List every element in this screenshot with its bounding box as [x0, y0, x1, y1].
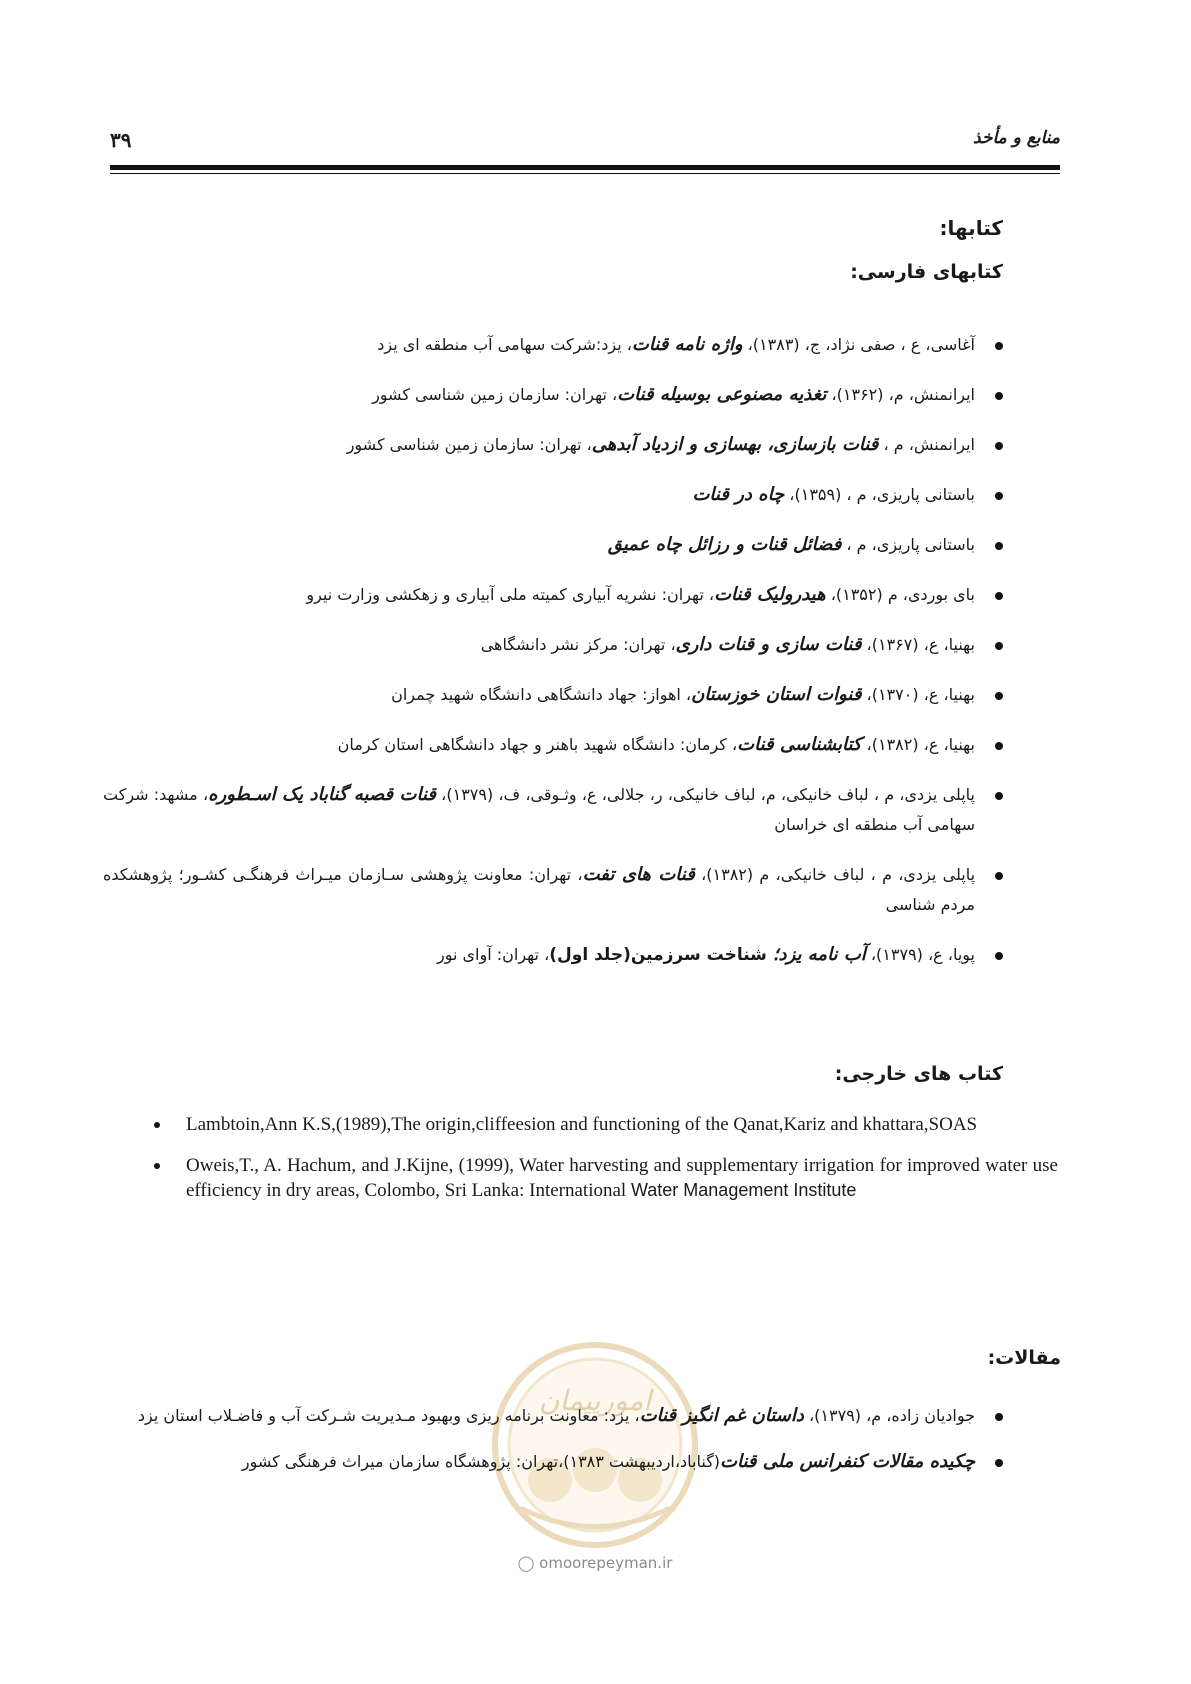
book-title: هیدرولیک قنات [714, 584, 826, 605]
book-title: قنات سازی و قنات داری [675, 634, 862, 655]
list-item: بای بوردی، م (۱۳۵۲)، هیدرولیک قنات، تهران: نشریه آبیاری کمیته ملی آبیاری و زهکشی وزارت نیرو [103, 580, 1003, 610]
list-item: بهنیا، ع، (۱۳۸۲)، کتابشناسی قنات، کرمان: دانشگاه شهید باهنر و جهاد دانشگاهی استان کرمان [103, 730, 1003, 760]
running-head [110, 128, 1060, 156]
book-title: فضائل قنات و رزائل چاه عمیق [607, 534, 842, 555]
watermark-site: ◯ omoorepeyman.ir [517, 1554, 673, 1572]
list-item: چکیده مقالات کنفرانس ملی قنات(گناباد،اردیبهشت ۱۳۸۳)،تهران: پژوهشگاه سازمان میراث فرهنگی کشور [103, 1446, 1003, 1478]
articles-heading: مقالات: [987, 1347, 1061, 1369]
list-item: باستانی پاریزی، م ، (۱۳۵۹)، چاه در قنات [103, 480, 1003, 510]
book-title: چاه در قنات [692, 484, 785, 505]
persian-books-heading: کتابهای فارسی: [850, 261, 1003, 283]
articles-heading-block [761, 1344, 1061, 1372]
foreign-books-heading-block [703, 1060, 1003, 1088]
articles-list [103, 1400, 1003, 1492]
foreign-books-heading: کتاب های خارجی: [834, 1063, 1003, 1085]
persian-books-heading-block [703, 258, 1003, 286]
book-title: قنات قصبه گناباد یک اسـطوره [208, 784, 436, 805]
book-subtitle: شناخت سرزمین(جلد اول) [549, 945, 773, 965]
persian-books-list [103, 330, 1003, 990]
list-item: پاپلی یزدی، م ، لباف خانیکی، م (۱۳۸۲)، قنات های تفت، تهران: معاونت پژوهشی سـازمان میـراث فرهنگـی کشـور؛ پژوهشکده مردم شناسی [103, 860, 1003, 920]
header-rule-thick [110, 165, 1060, 170]
list-item: بهنیا، ع، (۱۳۶۷)، قنات سازی و قنات داری، تهران: مرکز نشر دانشگاهی [103, 630, 1003, 660]
list-item: پویا، ع، (۱۳۷۹)، آب نامه یزد؛ شناخت سرزمین(جلد اول)، تهران: آوای نور [103, 940, 1003, 970]
svg-text:امورپیمان: امورپیمان [538, 1384, 652, 1417]
list-item: Lambtoin,Ann K.S,(1989),The origin,cliffeesion and functioning of the Qanat,Kariz and khattara,SOAS [148, 1112, 1058, 1137]
book-title: تغذیه مصنوعی بوسیله قنات [617, 384, 827, 405]
book-title: قنوات استان خوزستان [691, 684, 862, 705]
header-rule-thin [110, 173, 1060, 174]
list-item: ایرانمنش، م، (۱۳۶۲)، تغذیه مصنوعی بوسیله قنات، تهران: سازمان زمین شناسی کشور [103, 380, 1003, 410]
book-title: قنات بازسازی، بهسازی و ازدیاد آبدهی [591, 434, 879, 455]
list-item: Oweis,T., A. Hachum, and J.Kijne, (1999), Water harvesting and supplementary irrigation for improved water use efficiency in dry areas, Colombo, Sri Lanka: International Water Management Institute [148, 1153, 1058, 1203]
list-item: جوادیان زاده، م، (۱۳۷۹)، داستان غم انگیز قنات، یزد: معاونت برنامه ریزی وبهبود مـدیریت شـرکت آب و فاضـلاب استان یزد [103, 1400, 1003, 1432]
list-item: آغاسی، ع ، صفی نژاد، ج، (۱۳۸۳)، واژه نامه قنات، یزد:شرکت سهامی آب منطقه ای یزد [103, 330, 1003, 360]
book-title: کتابشناسی قنات [737, 734, 862, 755]
article-title: داستان غم انگیز قنات [639, 1405, 804, 1426]
book-title: آب نامه یزد؛ [772, 944, 866, 965]
books-heading-block [703, 214, 1003, 242]
running-title: منابع و مأخذ [973, 128, 1060, 148]
list-item: بهنیا، ع، (۱۳۷۰)، قنوات استان خوزستان، اهواز: جهاد دانشگاهی دانشگاه شهید چمران [103, 680, 1003, 710]
books-heading: کتابها: [939, 216, 1003, 240]
list-item: ایرانمنش، م ، قنات بازسازی، بهسازی و ازدیاد آبدهی، تهران: سازمان زمین شناسی کشور [103, 430, 1003, 460]
foreign-books-list [148, 1112, 1058, 1219]
list-item: باستانی پاریزی، م ، فضائل قنات و رزائل چاه عمیق [103, 530, 1003, 560]
book-title: واژه نامه قنات [631, 334, 743, 355]
page-number: ۳۹ [110, 128, 132, 152]
list-item: پاپلی یزدی، م ، لباف خانیکی، م، لباف خانیکی، ر، جلالی، ع، وثـوقی، ف، (۱۳۷۹)، قنات قصبه گناباد یک اسـطوره، مشهد: شرکت سهامی آب منطقه ای خراسان [103, 780, 1003, 840]
book-title: قنات های تفت [582, 864, 695, 885]
article-title: چکیده مقالات کنفرانس ملی قنات [720, 1451, 975, 1472]
